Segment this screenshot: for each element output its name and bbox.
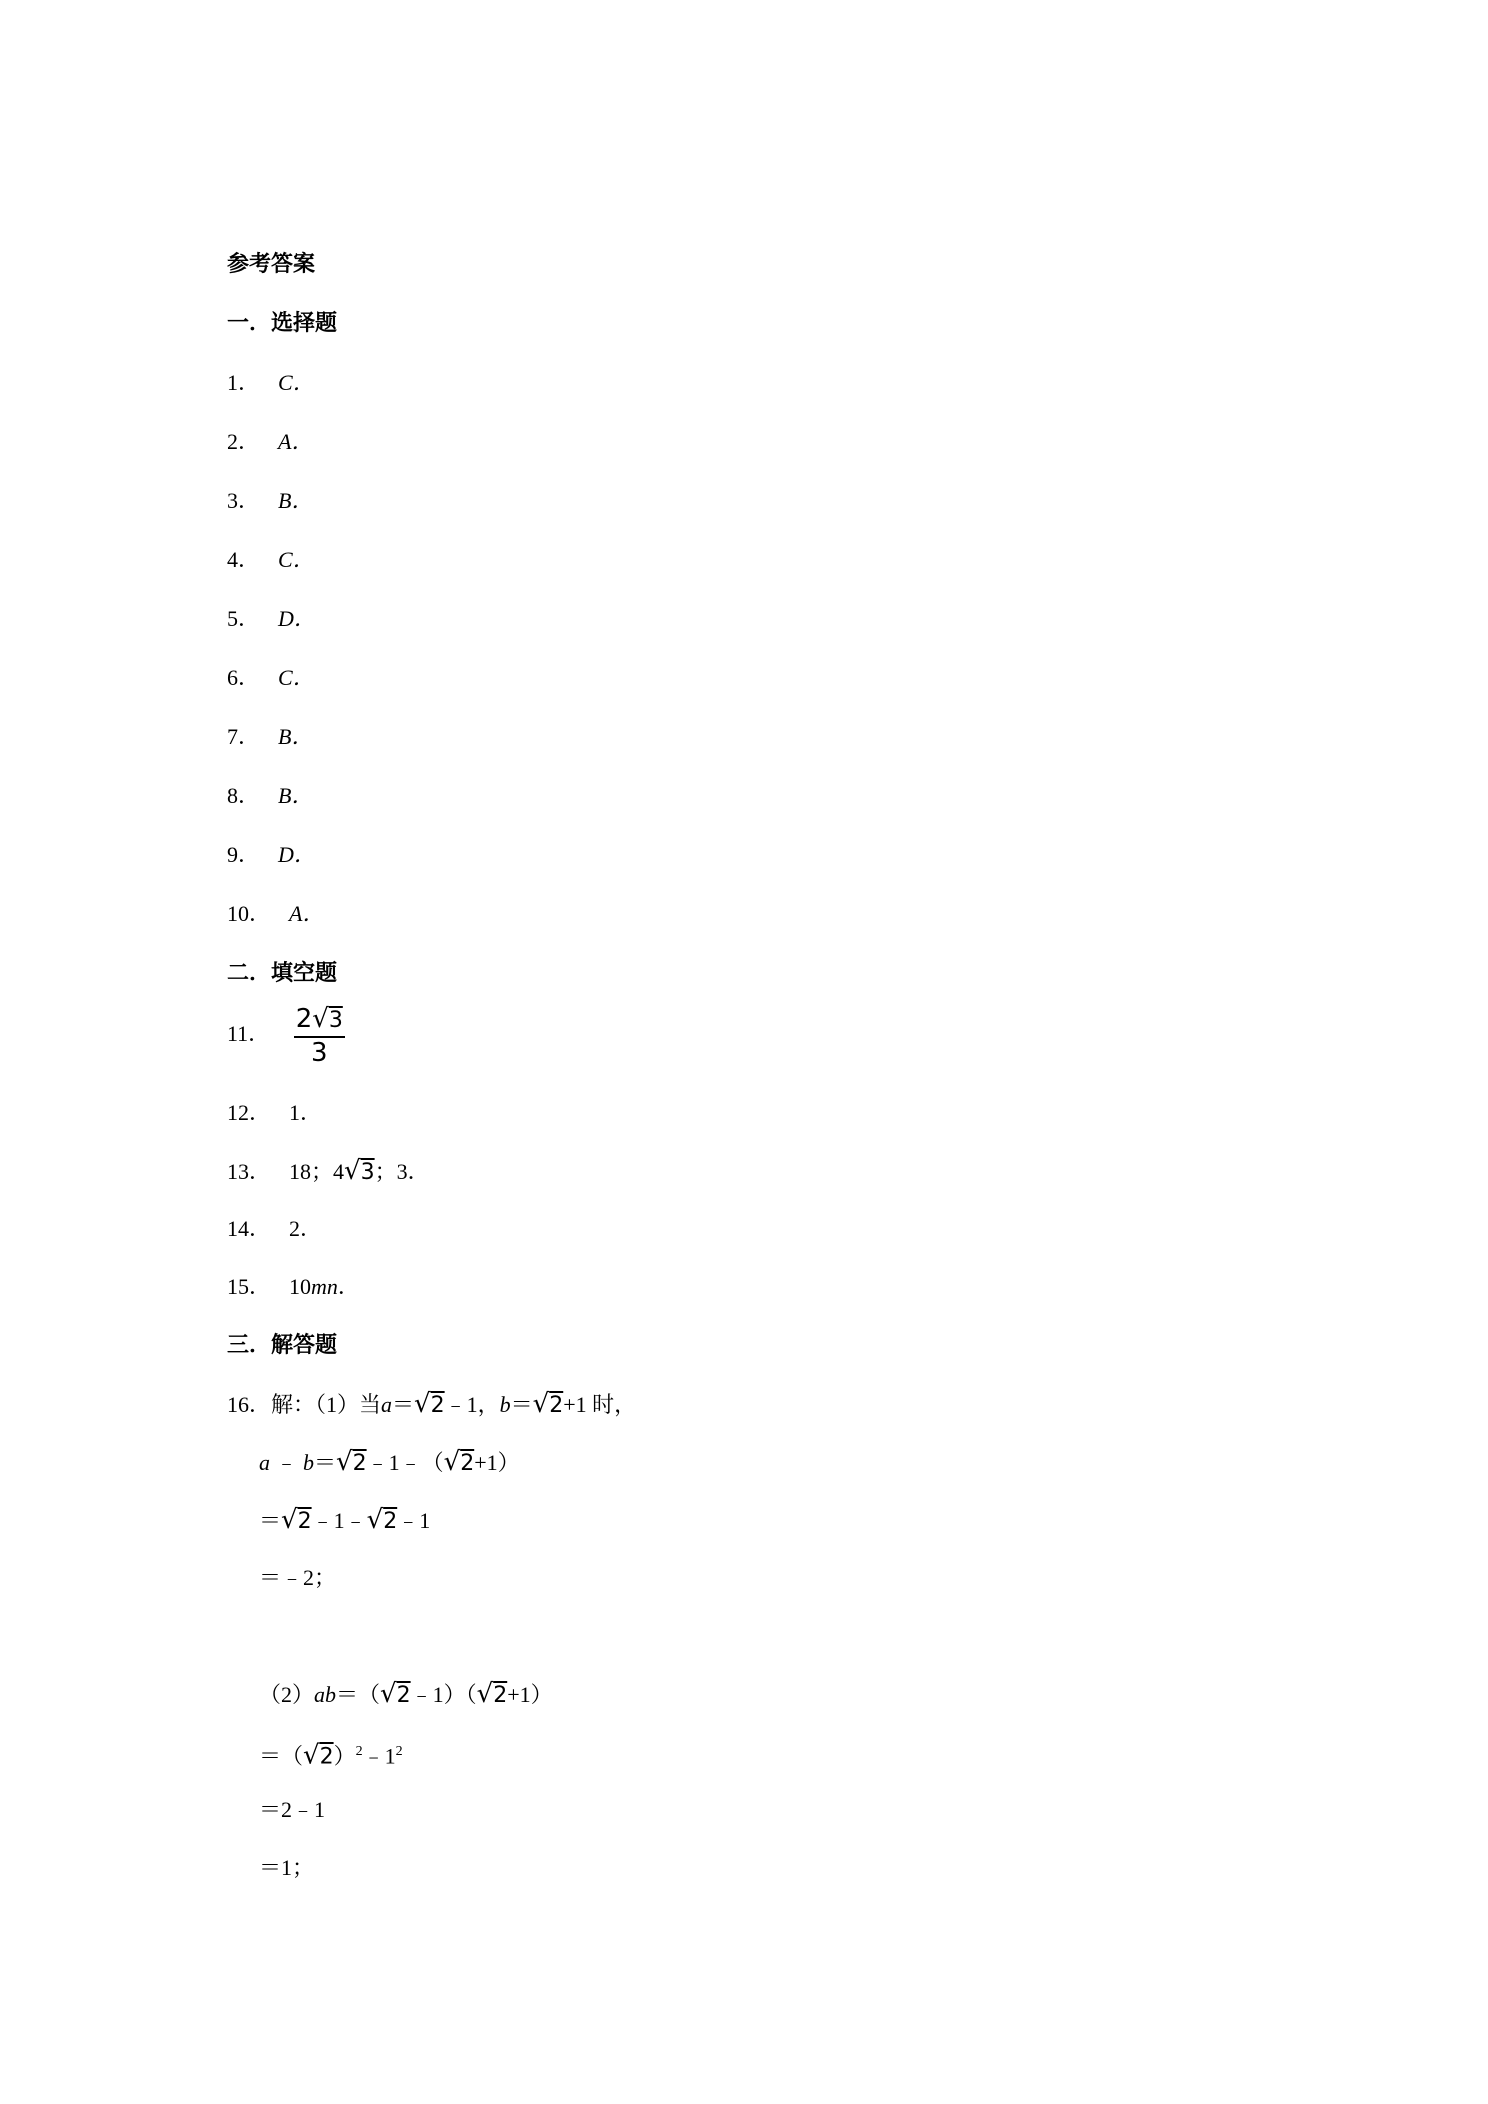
question-number: 3． — [227, 488, 261, 513]
text: +1） — [474, 1450, 520, 1475]
question-number: 4． — [227, 547, 261, 572]
text: ﹣1）（ — [410, 1682, 477, 1707]
question-number: 1． — [227, 370, 261, 395]
answer-variables: mn — [311, 1274, 338, 1299]
answer-text: C． — [278, 547, 315, 572]
answer-text: A． — [278, 429, 314, 454]
var-ab: ab — [314, 1682, 337, 1707]
question-number: 2． — [227, 429, 261, 454]
radicand: 2 — [383, 1509, 398, 1534]
radical-sign: √ — [380, 1679, 397, 1709]
minus: ﹣ — [270, 1450, 304, 1475]
text: ＝（ — [259, 1743, 304, 1769]
choice-answer-2 — [227, 426, 313, 458]
answer-text: 1． — [289, 1100, 323, 1125]
choice-answer-10 — [227, 898, 324, 930]
answer-period: ． — [337, 1274, 360, 1299]
fraction-numerator — [294, 1004, 345, 1038]
answer-text: B． — [278, 783, 314, 808]
answer-title: 参考答案 — [227, 251, 316, 276]
answer-text: 18；4 — [289, 1159, 345, 1184]
radicand: 2 — [352, 1451, 367, 1476]
equals: ＝ — [314, 1450, 337, 1475]
answer-text: 2． — [289, 1216, 323, 1241]
question-number: 15． — [227, 1274, 272, 1299]
question-number: 14． — [227, 1216, 272, 1241]
choice-answer-9 — [227, 839, 316, 871]
fill-answer-11 — [227, 1002, 345, 1068]
text: ） — [333, 1743, 356, 1769]
radicand: 3 — [360, 1160, 375, 1185]
solution-16-part-2-line-3: ＝2﹣1 — [259, 1797, 326, 1822]
radicand: 2 — [493, 1683, 508, 1708]
radicand: 3 — [328, 1007, 343, 1033]
fill-answer-12 — [227, 1097, 322, 1129]
solution-16-part-2-line-2 — [259, 1736, 403, 1773]
fill-answer-14 — [227, 1213, 322, 1245]
text: +1 时， — [563, 1392, 637, 1417]
choice-answer-8 — [227, 780, 313, 812]
fraction-denominator: 3 — [310, 1037, 328, 1068]
var-b: b — [303, 1450, 315, 1475]
choice-answer-1 — [227, 367, 315, 399]
fill-answer-15 — [227, 1271, 360, 1303]
solution-16-line-3 — [259, 1504, 430, 1538]
text: +1） — [507, 1682, 553, 1707]
question-number: 11． — [227, 1021, 271, 1046]
coefficient: 2 — [295, 1003, 313, 1034]
question-number: 12． — [227, 1100, 272, 1125]
solution-16-line-4: ＝﹣2； — [259, 1565, 337, 1590]
radical-sign: √ — [476, 1679, 494, 1709]
choice-answer-7 — [227, 721, 313, 753]
text: ﹣1﹣ — [311, 1508, 367, 1533]
answer-text: A． — [289, 901, 325, 926]
radicand: 2 — [297, 1509, 312, 1534]
answer-text: C． — [278, 370, 315, 395]
solution-16-line-2 — [259, 1446, 520, 1480]
radicand: 2 — [430, 1393, 445, 1418]
answer-text-end: ；3． — [374, 1159, 430, 1184]
answer-coefficient: 10 — [289, 1274, 312, 1299]
var-b: b — [499, 1392, 511, 1417]
text: ﹣1 — [362, 1743, 396, 1769]
answer-text: B． — [278, 488, 314, 513]
radical-sign: √ — [366, 1505, 384, 1535]
question-number: 6． — [227, 665, 261, 690]
text: ﹣1， — [444, 1392, 500, 1417]
exponent: 2 — [355, 1744, 363, 1759]
radical-sign: √ — [336, 1447, 353, 1477]
question-number: 5． — [227, 606, 261, 631]
solution-16-line-1 — [227, 1388, 636, 1422]
text: （2） — [259, 1682, 315, 1707]
radicand: 2 — [396, 1683, 411, 1708]
var-a: a — [259, 1450, 270, 1475]
choice-answer-5 — [227, 603, 316, 635]
section-heading-solve: 三．解答题 — [227, 1332, 338, 1357]
question-number: 7． — [227, 724, 261, 749]
text: 解：（1）当 — [271, 1392, 382, 1417]
text: ﹣1﹣（ — [366, 1450, 444, 1475]
answer-text: C． — [278, 665, 315, 690]
section-heading-choice: 一．选择题 — [227, 310, 338, 335]
choice-answer-4 — [227, 544, 315, 576]
solution-16-part-2-line-1 — [259, 1678, 553, 1712]
radical-sign: √ — [443, 1447, 461, 1477]
exponent: 2 — [395, 1744, 403, 1759]
choice-answer-6 — [227, 662, 315, 694]
radical-sign: √ — [344, 1156, 361, 1186]
question-number: 8． — [227, 783, 261, 808]
question-number: 10． — [227, 901, 272, 926]
question-number: 13． — [227, 1159, 272, 1184]
answer-text: D． — [278, 842, 316, 867]
radical-sign: √ — [303, 1740, 320, 1771]
radicand: 2 — [460, 1451, 475, 1476]
equals: ＝ — [259, 1508, 282, 1533]
question-number: 16． — [227, 1392, 272, 1417]
question-number: 9． — [227, 842, 261, 867]
radical-sign: √ — [312, 1003, 329, 1034]
solution-16-part-2-line-4: ＝1； — [259, 1855, 315, 1880]
radical-sign: √ — [532, 1389, 550, 1419]
radicand: 2 — [319, 1744, 334, 1770]
radical-sign: √ — [414, 1389, 431, 1419]
radicand: 2 — [549, 1393, 564, 1418]
fill-answer-13 — [227, 1155, 430, 1189]
text: ﹣1 — [397, 1508, 431, 1533]
radical-sign: √ — [281, 1505, 298, 1535]
var-a: a — [381, 1392, 393, 1417]
section-heading-fill: 二．填空题 — [227, 960, 338, 985]
text: ＝（ — [336, 1682, 381, 1707]
choice-answer-3 — [227, 485, 313, 517]
equals: ＝ — [392, 1392, 415, 1417]
answer-text: B． — [278, 724, 314, 749]
equals: ＝ — [510, 1392, 533, 1417]
answer-text: D． — [278, 606, 316, 631]
fraction — [294, 1004, 345, 1068]
